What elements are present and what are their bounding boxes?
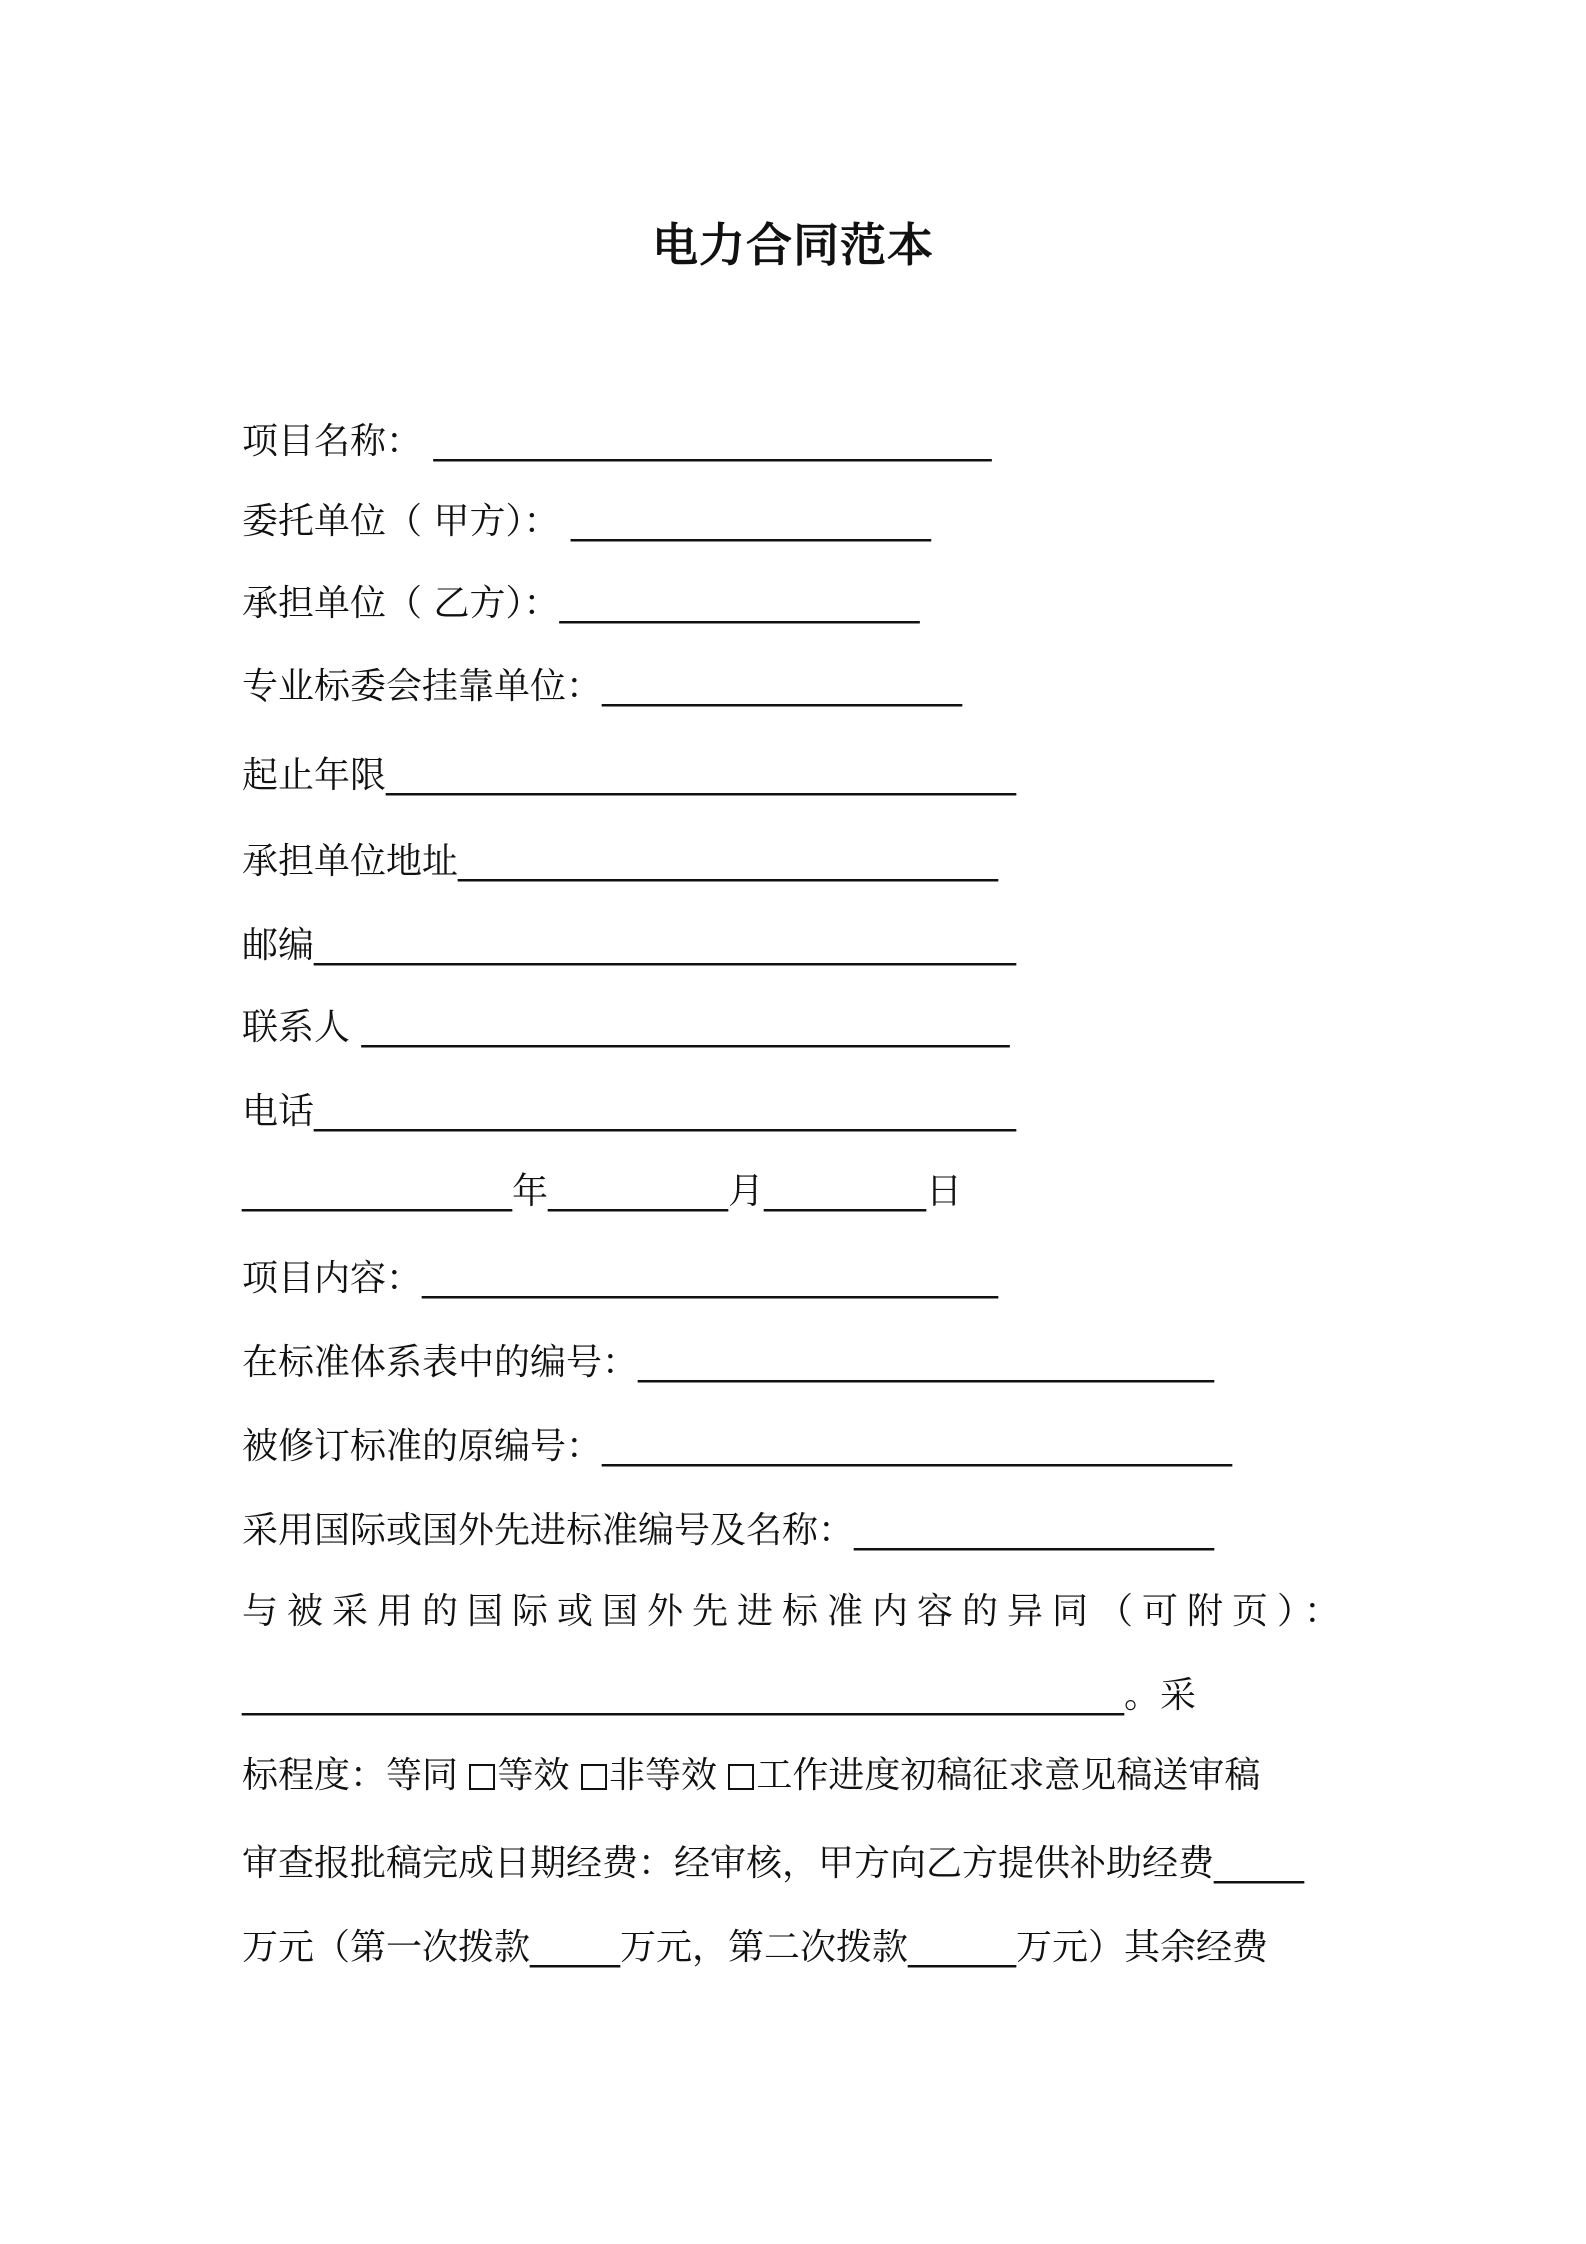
document-title: 电力合同范本 <box>652 218 934 272</box>
postcode-line: 邮编_______________________________________ <box>242 925 1016 966</box>
contractor-address-line: 承担单位地址______________________________ <box>242 841 999 882</box>
affiliated-unit-line: 专业标委会挂靠单位：____________________ <box>242 666 963 707</box>
term-line: 起止年限___________________________________ <box>242 755 1017 796</box>
progress-label: 工作进度初稿征求意见稿送审稿 <box>756 1755 1261 1796</box>
contractor-unit-line: 承担单位（ 乙方）：____________________ <box>242 583 920 624</box>
phone-line: 电话_______________________________________ <box>242 1091 1016 1132</box>
project-name-line: 项目名称： _______________________________ <box>242 421 992 462</box>
original-number-line: 被修订标准的原编号：___________________________________ <box>242 1426 1233 1467</box>
checkbox-non-equivalent[interactable] <box>581 1764 607 1790</box>
project-content-line: 项目内容：________________________________ <box>242 1258 999 1299</box>
client-unit-line: 委托单位（ 甲方）： ____________________ <box>242 501 931 542</box>
international-standard-line: 采用国际或国外先进标准编号及名称：____________________ <box>242 1510 1215 1551</box>
funding-detail-line: 万元（第一次拨款_____万元，第二次拨款______万元）其余经费 <box>242 1927 1269 1968</box>
contact-person-line: 联系人 ____________________________________ <box>242 1007 1010 1048</box>
standard-number-line: 在标准体系表中的编号：________________________________ <box>242 1342 1215 1383</box>
adoption-degree-line <box>242 1752 1260 1800</box>
checkbox-equivalent[interactable] <box>469 1764 495 1790</box>
funding-line: 审查报批稿完成日期经费：经审核，甲方向乙方提供补助经费_____ <box>242 1843 1305 1884</box>
checkbox-progress[interactable] <box>728 1764 754 1790</box>
difference-line: 与被采用的国际或国外先进标准内容的异同（可附页）： <box>242 1591 1350 1632</box>
adoption-degree-label: 标程度：等同 <box>242 1755 459 1796</box>
non-equivalent-label: 非等效 <box>608 1755 717 1796</box>
date-line: _______________年__________月_________日 <box>242 1171 962 1212</box>
equivalent-label: 等效 <box>497 1755 570 1796</box>
difference-blank-line: _________________________________________________。采 <box>242 1675 1196 1716</box>
